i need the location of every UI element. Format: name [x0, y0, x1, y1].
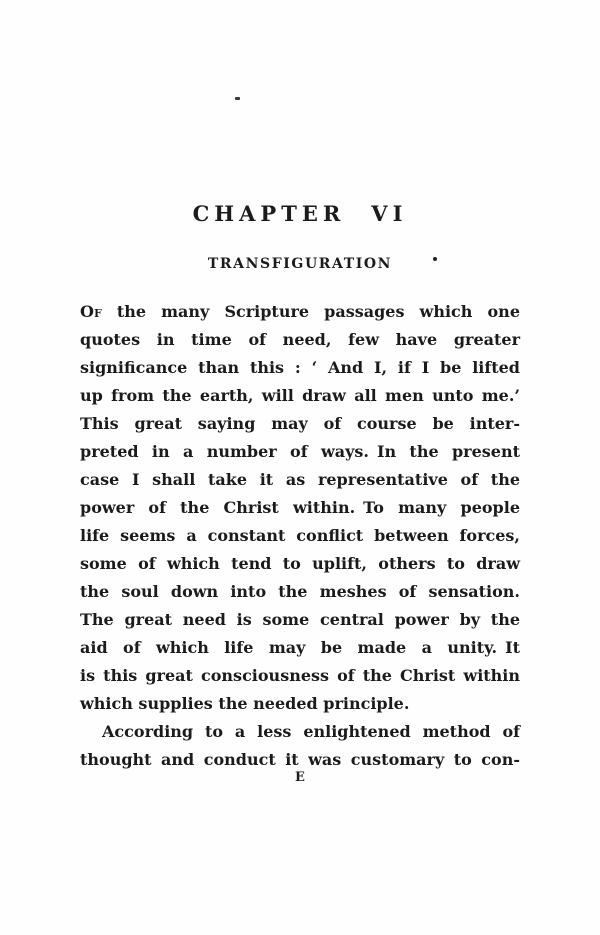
opening-word: Of: [80, 302, 102, 321]
text-line: This great saying may of course be inter-: [80, 414, 520, 433]
text-line: significance than this : ‘ And I, if I be lifted: [80, 358, 520, 377]
opening-rest: the many Scripture passages which one: [101, 302, 520, 321]
scan-speck: [235, 97, 240, 100]
text-line: power of the Christ within. To many people: [80, 498, 520, 517]
text-line: up from the earth, will draw all men unto me.’: [80, 386, 520, 405]
signature-mark: E: [295, 770, 305, 785]
chapter-heading: CHAPTER VI: [192, 201, 408, 226]
text-line: [80, 298, 520, 326]
text-line: thought and conduct it was customary to con-: [80, 750, 520, 769]
text-line: quotes in time of need, few have greater: [80, 330, 520, 349]
text-line: is this great consciousness of the Christ within: [80, 666, 520, 685]
text-line: the soul down into the meshes of sensation.: [80, 582, 520, 601]
text-line: preted in a number of ways. In the present: [80, 442, 520, 461]
text-line: some of which tend to uplift, others to draw: [80, 554, 520, 573]
text-line: case I shall take it as representative of the: [80, 470, 520, 489]
scan-dot: [433, 257, 437, 261]
text-line: aid of which life may be made a unity. It: [80, 638, 520, 657]
text-line: According to a less enlightened method of: [102, 722, 520, 741]
body-text: [80, 298, 520, 774]
text-line: The great need is some central power by the: [80, 610, 520, 629]
text-line: which supplies the needed principle.: [80, 694, 410, 713]
text-line: life seems a constant conflict between forces,: [80, 526, 520, 545]
chapter-subtitle: TRANSFIGURATION: [207, 256, 393, 272]
